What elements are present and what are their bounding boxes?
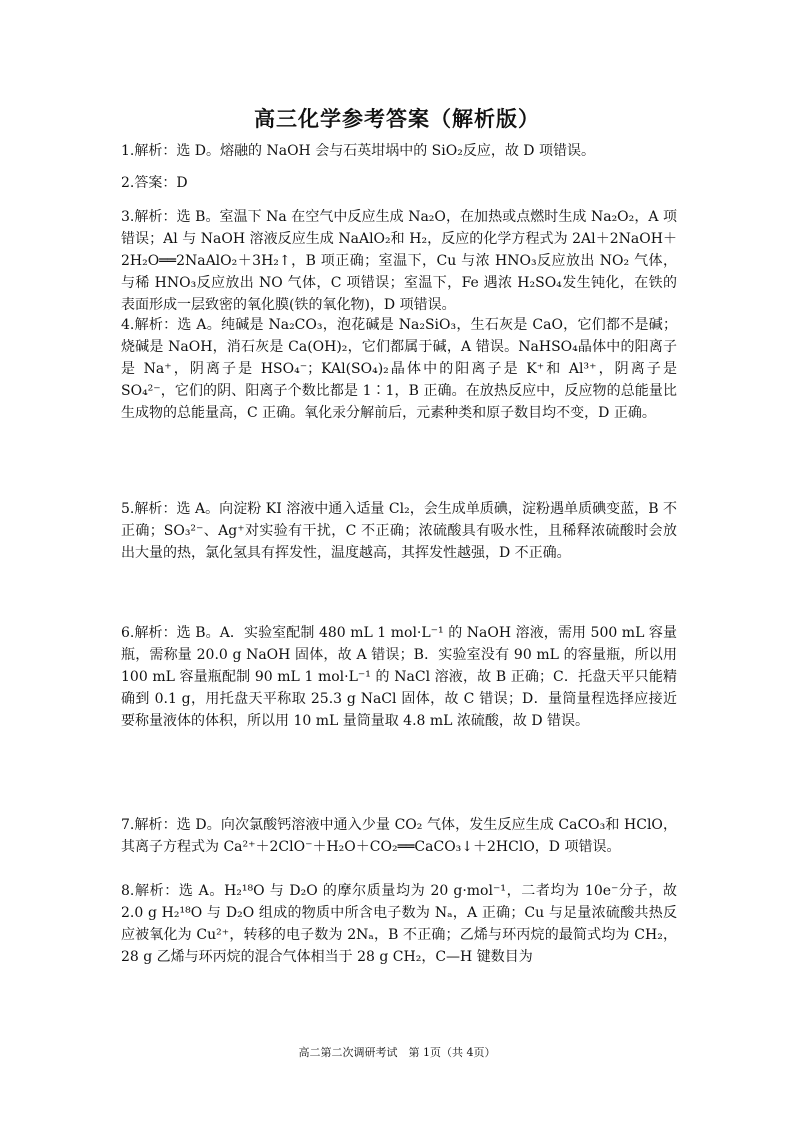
page-title: 高三化学参考答案（解析版） — [254, 106, 540, 131]
answer-5: 5.解析：选 A。向淀粉 KI 溶液中通入适量 Cl₂，会生成单质碘，淀粉遇单质碘变蓝，B 不正确；SO₃²⁻、Ag⁺对实验有干扰，C 不正确；浓硫酸具有吸水性，且稀释浓硫酸时会放出大量的热，氯化氢具有挥发性，温度越高，其挥发性越强，D 不正确。 — [121, 501, 677, 561]
answer-1: 1.解析：选 D。熔融的 NaOH 会与石英坩埚中的 SiO₂反应，故 D 项错误。 — [121, 143, 595, 159]
page-footer: 高二第二次调研考试 第 1页（共 4页） — [298, 1046, 496, 1059]
answer-2: 2.答案：D — [121, 175, 188, 191]
answer-6: 6.解析：选 B。A．实验室配制 480 mL 1 mol·L⁻¹ 的 NaOH 溶液，需用 500 mL 容量瓶，需称量 20.0 g NaOH 固体，故 A 错误；B．实验室没有 90 mL 的容量瓶，所以用 100 mL 容量瓶配制 90 mL 1 mol·L⁻¹ 的 NaCl 溶液，故 B 正确；C．托盘天平只能精确到 0.1 g，用托盘天平称取 25.3 g NaCl 固体，故 C 错误；D．量筒量程选择应接近要称量液体的体积，所以用 10 mL 量筒量取 4.8 mL 浓硫酸，故 D 错误。 — [121, 625, 677, 729]
answer-3: 3.解析：选 B。室温下 Na 在空气中反应生成 Na₂O，在加热或点燃时生成 Na₂O₂，A 项错误；Al 与 NaOH 溶液反应生成 NaAlO₂和 H₂，反应的化学方程式为 2Al＋2NaOH＋2H₂O══2NaAlO₂＋3H₂↑，B 项正确；室温下，Cu 与浓 HNO₃反应放出 NO₂ 气体，与稀 HNO₃反应放出 NO 气体，C 项错误；室温下，Fe 遇浓 H₂SO₄发生钝化，在铁的表面形成一层致密的氧化膜(铁的氧化物)，D 项错误。 — [121, 209, 677, 313]
answer-8: 8.解析：选 A。H₂¹⁸O 与 D₂O 的摩尔质量均为 20 g·mol⁻¹，二者均为 10e⁻分子，故 2.0 g H₂¹⁸O 与 D₂O 组成的物质中所含电子数为 Nₐ，A 正确；Cu 与足量浓硫酸共热反应被氧化为 Cu²⁺，转移的电子数为 2Nₐ，B 不正确；乙烯与环丙烷的最简式均为 CH₂，28 g 乙烯与环丙烷的混合气体相当于 28 g CH₂，C—H 键数目为 — [121, 883, 677, 965]
answer-7: 7.解析：选 D。向次氯酸钙溶液中通入少量 CO₂ 气体，发生反应生成 CaCO₃和 HClO，其离子方程式为 Ca²⁺＋2ClO⁻＋H₂O＋CO₂══CaCO₃↓＋2HClO，D 项错误。 — [121, 817, 677, 855]
answer-4: 4.解析：选 A。纯碱是 Na₂CO₃，泡花碱是 Na₂SiO₃，生石灰是 CaO，它们都不是碱；烧碱是 NaOH，消石灰是 Ca(OH)₂，它们都属于碱，A 错误。NaHSO₄晶体中的阳离子是 Na⁺，阴离子是 HSO₄⁻；KAl(SO₄)₂晶体中的阳离子是 K⁺和 Al³⁺，阴离子是 SO₄²⁻，它们的阴、阳离子个数比都是 1∶1，B 正确。在放热反应中，反应物的总能量比生成物的总能量高，C 正确。氧化汞分解前后，元素种类和原子数目均不变，D 正确。 — [121, 317, 677, 421]
